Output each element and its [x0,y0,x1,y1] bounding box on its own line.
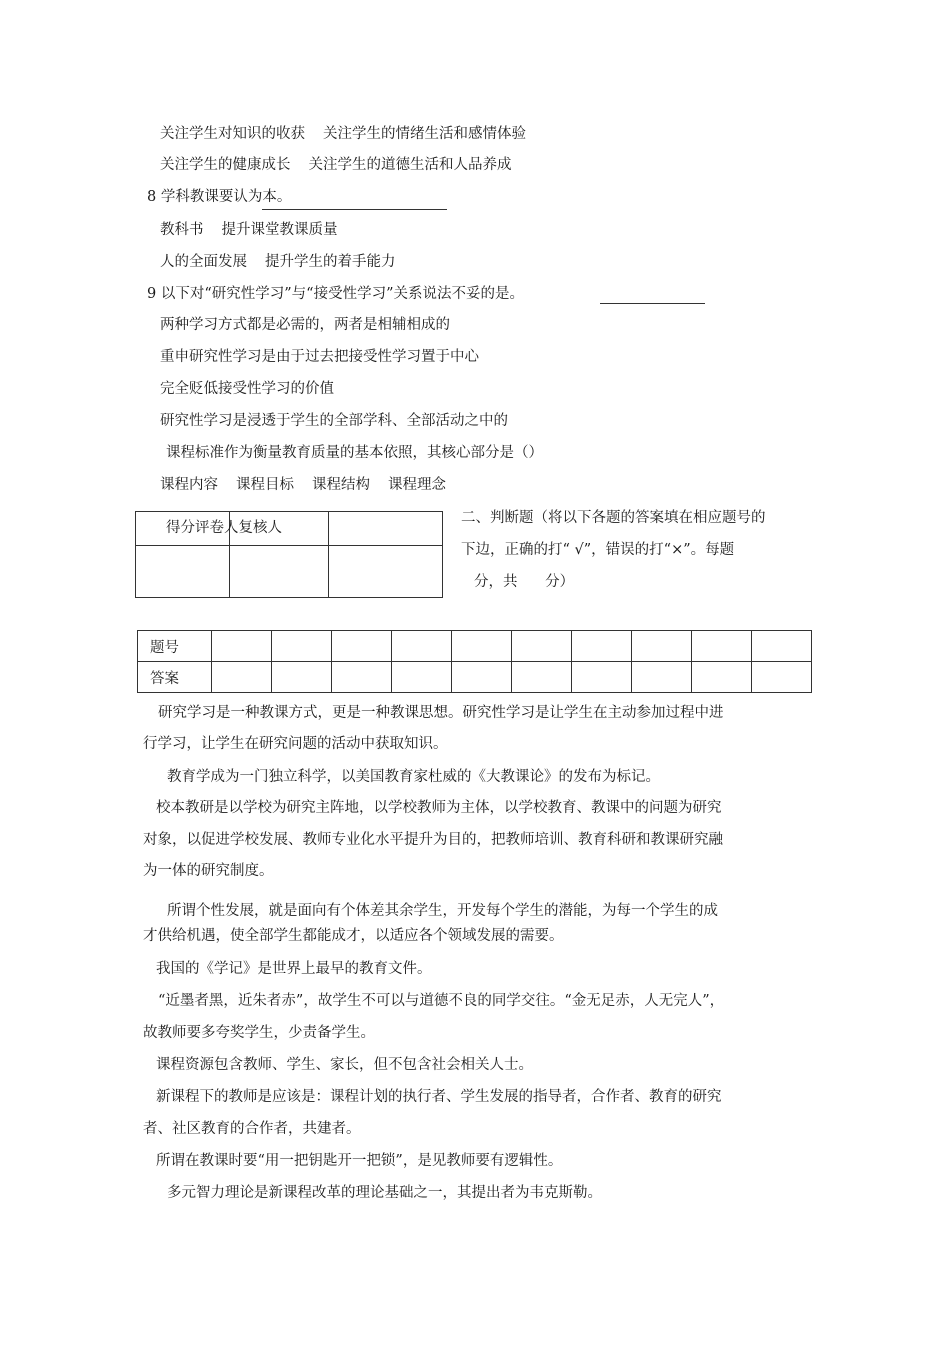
answer-table-cell [632,631,692,662]
q8-option-b: 提升课堂教课质量 [221,222,338,238]
score-table-cell [329,512,443,546]
answer-table-cell [332,631,392,662]
q10-stem: 课程标准作为衡量教育质量的基本依照，其核心部分是（） [166,445,543,461]
statement-line: 校本教研是以学校为研究主阵地，以学校教师为主体，以学校教育、教课中的问题为研究 [156,800,722,816]
answer-table-cell [392,631,452,662]
answer-table-cell [632,662,692,693]
q10-option-c: 课程结构 [312,477,370,493]
q8-option-d: 提升学生的着手能力 [265,254,396,270]
q7-option-c: 关注学生的健康成长 [160,157,291,173]
answer-table-cell [272,631,332,662]
answer-table-cell [512,662,572,693]
answer-table-cell [572,662,632,693]
q10-option-a: 课程内容 [160,477,218,493]
q9-stem: 9 以下对“研究性学习”与“接受性学习”关系说法不妥的是。 [147,286,524,302]
q8-stem: 8 学科教课要认为本。 [147,189,292,205]
statement-line: 者、社区教育的合作者，共建者。 [143,1121,361,1137]
answer-table-cell [692,662,752,693]
q7-option-d: 关注学生的道德生活和人品养成 [308,157,512,173]
answer-table [137,630,812,693]
answer-table-cell [452,631,512,662]
q9-option-d: 研究性学习是浸透于学生的全部学科、全部活动之中的 [160,413,508,429]
answer-table-row1-label: 题号 [138,631,212,662]
score-table-cell [136,546,230,598]
statement-line: 故教师要多夸奖学生，少责备学生。 [143,1025,375,1041]
statement-line: 研究学习是一种教课方式，更是一种教课思想。研究性学习是让学生在主动参加过程中进 [158,705,724,721]
statement-line: 教育学成为一门独立科学，以美国教育家杜威的《大教课论》的发布为标记。 [167,769,660,785]
q7-option-a: 关注学生对知识的收获 [160,126,305,142]
q8-answer-blank [262,209,447,210]
q10-option-b: 课程目标 [236,477,294,493]
answer-table-cell [212,631,272,662]
section2-title-line2: 下边，正确的打“ √”，错误的打“×”。每题 [461,542,735,558]
score-table [135,511,443,598]
statement-line: 所谓个性发展，就是面向有个体差其余学生，开发每个学生的潜能，为每一个学生的成 [167,903,718,919]
answer-table-cell [452,662,512,693]
q8-option-row-1 [160,223,338,238]
statement-line: 多元智力理论是新课程改革的理论基础之一，其提出者为韦克斯勒。 [167,1185,602,1201]
q10-options [160,478,446,493]
answer-table-cell [752,631,812,662]
q9-option-c: 完全贬低接受性学习的价值 [160,381,334,397]
score-table-cell [230,546,329,598]
score-table-header: 得分评卷人复核人 [166,520,282,536]
statement-line: 为一体的研究制度。 [143,863,274,879]
q9-answer-blank [600,303,705,304]
q7-option-row-2 [160,158,512,173]
statement-line: 对象，以促进学校发展、教师专业化水平提升为目的，把教师培训、教育科研和教课研究融 [143,832,723,848]
q9-option-a: 两种学习方式都是必需的，两者是相辅相成的 [160,317,450,333]
answer-table-cell [332,662,392,693]
section2-title-line3: 分，共 分） [474,574,575,590]
q7-option-row-1 [160,127,526,142]
answer-table-cell [752,662,812,693]
score-table-header-cell [136,512,282,546]
statement-line: 新课程下的教师是应该是：课程计划的执行者、学生发展的指导者，合作者、教育的研究 [156,1089,722,1105]
statement-line: 我国的《学记》是世界上最早的教育文件。 [156,961,432,977]
answer-table-cell [272,662,332,693]
answer-table-cell [512,631,572,662]
section2-title-line1: 二、判断题（将以下各题的答案填在相应题号的 [461,510,766,526]
q8-option-c: 人的全面发展 [160,254,247,270]
answer-table-cell [692,631,752,662]
q8-option-a: 教科书 [160,222,204,238]
answer-table-cell [392,662,452,693]
q9-option-b: 重申研究性学习是由于过去把接受性学习置于中心 [160,349,479,365]
statement-line: 行学习，让学生在研究问题的活动中获取知识。 [143,736,448,752]
statement-line: “近墨者黑，近朱者赤”，故学生不可以与道德不良的同学交往。“金无足赤，人无完人”， [158,993,725,1009]
score-table-cell [329,546,443,598]
q7-option-b: 关注学生的情绪生活和感情体验 [323,126,526,142]
statement-line: 所谓在教课时要“用一把钥匙开一把锁”，是见教师要有逻辑性。 [156,1153,563,1169]
answer-table-cell [572,631,632,662]
answer-table-cell [212,662,272,693]
statement-line: 才供给机遇，使全部学生都能成才，以适应各个领域发展的需要。 [143,928,564,944]
answer-table-row2-label: 答案 [138,662,212,693]
statement-line: 课程资源包含教师、学生、家长，但不包含社会相关人士。 [156,1057,533,1073]
q8-option-row-2 [160,255,396,270]
q10-option-d: 课程理念 [388,477,446,493]
